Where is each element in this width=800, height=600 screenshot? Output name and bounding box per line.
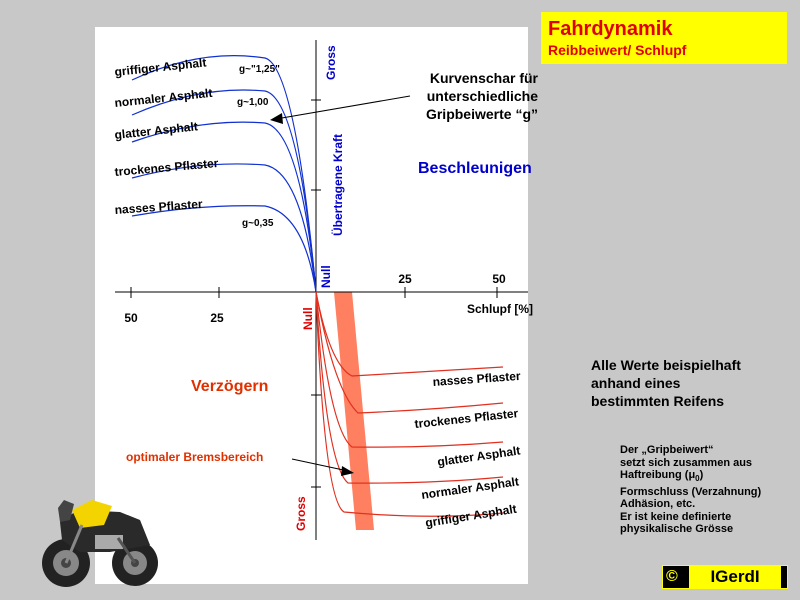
tick-label-right-50: 50	[492, 272, 506, 286]
lower-label-glatter-asphalt: glatter Asphalt	[436, 443, 522, 469]
g-label-0-35: g~0,35	[242, 218, 274, 229]
region-verzoegern: Verzögern	[191, 378, 269, 395]
optimal-arrow	[292, 459, 354, 476]
grip-note-line: Formschluss (Verzahnung)	[620, 485, 762, 498]
upper-label-griffiger-asphalt: griffiger Asphalt	[113, 55, 208, 79]
grip-note-line: physikalische Grösse	[620, 523, 734, 536]
g-label-1-25: g~"1,25"	[239, 64, 280, 75]
copyright-logo	[662, 565, 788, 589]
schlupf-label: Schlupf [%]	[467, 302, 533, 316]
example-note-line: bestimmten Reifens	[591, 393, 725, 409]
upper-label-nasses-pflaster: nasses Pflaster	[114, 196, 204, 217]
lower-label-normaler-asphalt: normaler Asphalt	[420, 474, 520, 502]
lower-label-trockenes-pflaster: trockenes Pflaster	[413, 406, 519, 431]
upper-curve-nasses-pflaster	[132, 206, 316, 292]
motorcycle-icon	[42, 500, 158, 587]
logo-text: IGerdI	[689, 566, 781, 588]
g-label-1-00: g~1,00	[237, 97, 269, 108]
lower-label-griffiger-asphalt: griffiger Asphalt	[424, 501, 518, 530]
example-note	[591, 356, 741, 410]
axis-lower-null: Null	[301, 307, 315, 330]
example-note-line: anhand eines	[591, 375, 681, 391]
axis-top-label: Gross	[324, 45, 338, 80]
page-title: Fahrdynamik	[548, 18, 673, 40]
upper-curve-trockenes-pflaster	[132, 164, 316, 292]
grip-note-line: Der „Gripbeiwert“	[620, 444, 714, 456]
page-subtitle: Reibbeiwert/ Schlupf	[548, 42, 687, 58]
example-note-line: Alle Werte beispielhaft	[591, 357, 741, 373]
optimal-braking-band	[334, 292, 374, 530]
grip-note-line: Adhäsion, etc.	[620, 498, 696, 511]
copyright-symbol: ©	[666, 568, 678, 585]
lower-label-nasses-pflaster: nasses Pflaster	[432, 368, 522, 389]
grip-note-line: Haftreibung $(\mu_0)$	[620, 469, 704, 484]
grip-note-line: Er ist keine definierte	[620, 510, 732, 523]
axis-bottom-label: Gross	[294, 496, 308, 531]
upper-curve-normaler-asphalt	[132, 90, 316, 292]
optimal-braking-label: optimaler Bremsbereich	[126, 450, 264, 464]
callout-line-3: Gripbeiwerte “g”	[425, 106, 538, 122]
grip-note-line: setzt sich zusammen aus	[620, 456, 753, 469]
axis-upper-null: Null	[319, 265, 333, 288]
tick-label-left-50: 50	[124, 311, 138, 325]
upper-label-trockenes-pflaster: trockenes Pflaster	[114, 155, 219, 179]
axis-force-label: Übertragene Kraft	[331, 133, 345, 236]
callout-line-1: Kurvenschar für	[429, 70, 538, 86]
grip-note	[620, 444, 761, 536]
tick-label-right-25: 25	[398, 272, 412, 286]
upper-label-glatter-asphalt: glatter Asphalt	[113, 119, 199, 142]
region-beschleunigen: Beschleunigen	[418, 160, 532, 177]
tick-label-left-25: 25	[210, 311, 224, 325]
upper-label-normaler-asphalt: normaler Asphalt	[113, 85, 214, 110]
callout-line-2: unterschiedliche	[426, 88, 538, 104]
callout-arrow	[270, 96, 410, 124]
